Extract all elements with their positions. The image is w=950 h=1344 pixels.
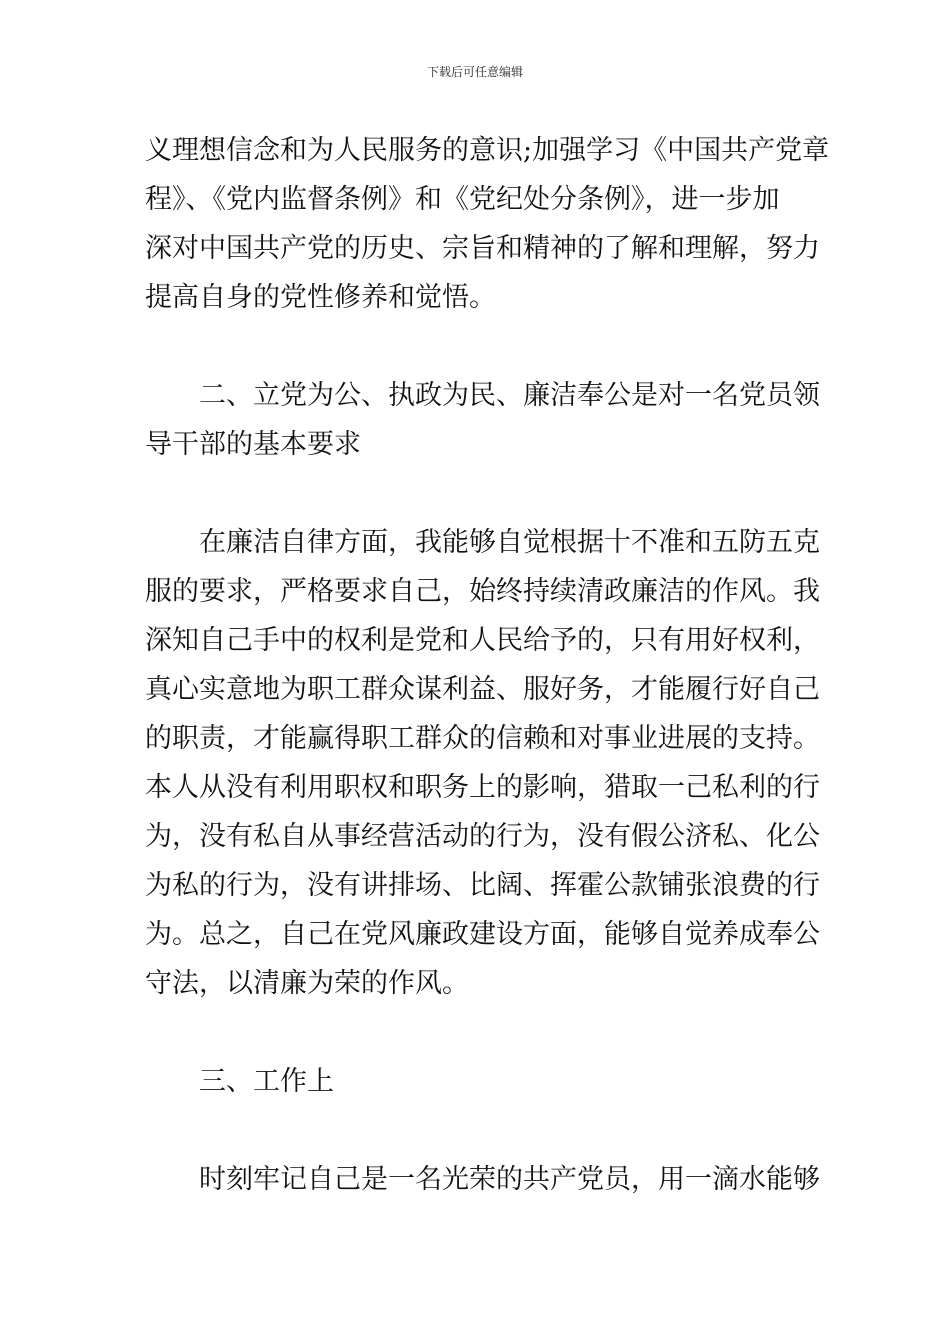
text-line: 三、工作上 bbox=[199, 1066, 334, 1097]
page-header: 下载后可任意编辑 bbox=[426, 65, 523, 79]
text-line: 的职责，才能赢得职工群众的信赖和对事业进展的支持。 bbox=[145, 723, 820, 754]
text-line: 在廉洁自律方面，我能够自觉根据十不准和五防五克 bbox=[199, 527, 820, 558]
text-line: 义理想信念和为人民服务的意识;加强学习《中国共产党章 bbox=[145, 135, 830, 166]
text-line: 真心实意地为职工群众谋利益、服好务，才能履行好自己 bbox=[145, 674, 820, 705]
text-line: 提高自身的党性修养和觉悟。 bbox=[145, 282, 496, 313]
document-body bbox=[145, 126, 830, 1204]
text-line: 程》、《党内监督条例》和《党纪处分条例》，进一步加 bbox=[145, 184, 780, 215]
text-line: 本人从没有利用职权和职务上的影响，猎取一己私利的行 bbox=[145, 772, 820, 803]
text-line: 时刻牢记自己是一名光荣的共产党员，用一滴水能够 bbox=[199, 1164, 820, 1195]
section-heading-three bbox=[145, 1057, 809, 1106]
paragraph-gap bbox=[145, 1008, 809, 1057]
text-line: 为，没有私自从事经营活动的行为，没有假公济私、化公 bbox=[145, 821, 820, 852]
text-line: 为私的行为，没有讲排场、比阔、挥霍公款铺张浪费的行 bbox=[145, 870, 820, 901]
paragraph-ideals bbox=[145, 126, 830, 322]
paragraph-work bbox=[145, 1155, 820, 1204]
paragraph-gap bbox=[145, 1106, 809, 1155]
paragraph-gap bbox=[145, 469, 809, 518]
text-line: 深对中国共产党的历史、宗旨和精神的了解和理解，努力 bbox=[145, 233, 820, 264]
paragraph-gap bbox=[145, 322, 809, 371]
text-line: 服的要求，严格要求自己，始终持续清政廉洁的作风。我 bbox=[145, 576, 820, 607]
text-line: 深知自己手中的权利是党和人民给予的，只有用好权利， bbox=[145, 625, 820, 656]
paragraph-integrity bbox=[145, 518, 820, 1008]
text-line: 二、立党为公、执政为民、廉洁奉公是对一名党员领 bbox=[199, 380, 820, 411]
text-line: 为。总之，自己在党风廉政建设方面，能够自觉养成奉公 bbox=[145, 919, 820, 950]
section-heading-two bbox=[145, 371, 820, 469]
text-line: 守法，以清廉为荣的作风。 bbox=[145, 968, 469, 999]
text-line: 导干部的基本要求 bbox=[145, 429, 361, 460]
